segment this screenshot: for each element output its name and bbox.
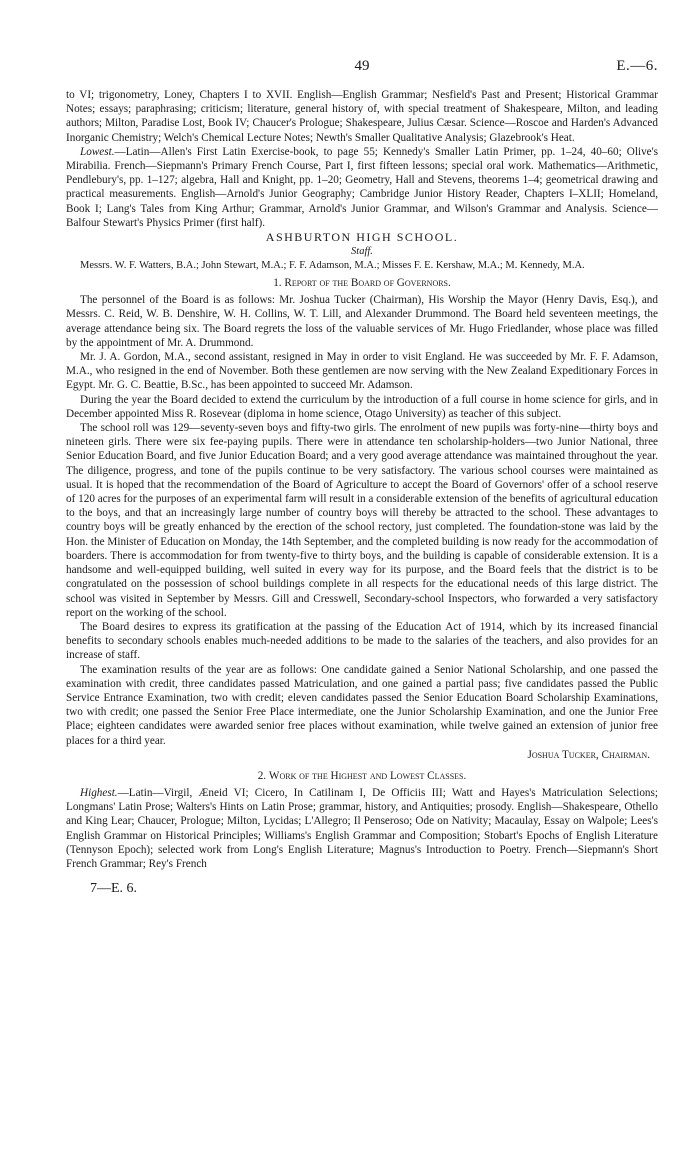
paragraph-curriculum: During the year the Board decided to extend the curriculum by the introduction of a full course in home science for girls, and in December appointed Miss R. Rosevear (diploma in home science, Otago University) as teacher of this subject. (66, 393, 658, 420)
lowest-label: Lowest. (80, 145, 115, 158)
paragraph-staff-changes: Mr. J. A. Gordon, M.A., second assistant, resigned in May in order to visit England. He was succeeded by Mr. F. F. Adamson, M.A., who resigned in the end of November. Both these gentlemen are now serving with the New Zealand Expeditionary Forces in Egypt. Mr. G. C. Beattie, B.Sc., has been appointed to succeed Mr. Adamson. (66, 351, 658, 392)
section-heading-1 (66, 275, 658, 291)
document-page (66, 58, 658, 897)
paragraph-lowest-class (66, 145, 658, 230)
staff-heading: Staff. (351, 246, 373, 258)
document-reference: E.—6. (616, 58, 658, 74)
paragraph-education-act: The Board desires to express its gratification at the passing of the Education Act of 1914, which by its increased financial benefits to secondary schools enables much-needed additions to be made to the salaries of the teachers, and also provides for an increase of staff. (66, 620, 658, 662)
page-header (66, 58, 658, 88)
paragraph-continued: to VI; trigonometry, Loney, Chapters I to XVII. English—English Grammar; Nesfield's Past and Present; Historical Grammar Notes; essays; paraphrasing; criticism; literature, general history of, with special treatment of Shakespeare, Milton, and leading authors; Milton, Paradise Lost, Book IV; Chaucer's Prologue; Shakespeare, Julius Cæsar. Science—Roscoe and Harden's Advanced Inorganic Chemistry; Welch's Chemical Lecture Notes; Newth's Smaller Qualitative Analysis; Glazebrook's Heat. (66, 89, 658, 144)
paragraph-board: The personnel of the Board is as follows: Mr. Joshua Tucker (Chairman), His Worship the Mayor (Henry Davis, Esq.), and Messrs. C. Reid, W. B. Denshire, W. H. Collins, W. T. Lill, and Alexander Drummond. The Board held seventeen meetings, the average attendance being six. The Board regrets the loss of the valuable services of Mr. Hugo Friedlander, whose place was filled by the appointment of Mr. A. Drummond. (66, 294, 658, 349)
section-title-1: Report of the Board of Governors. (284, 277, 451, 290)
staff-list: Messrs. W. F. Watters, B.A.; John Stewart, M.A.; F. F. Adamson, M.A.; Misses F. E. Kershaw, M.A.; M. Kennedy, M.A. (80, 260, 585, 272)
section-number-1: 1. (273, 277, 282, 290)
lowest-text: —Latin—Allen's First Latin Exercise-book, to page 55; Kennedy's Smaller Latin Primer, pp. 1–24, 40–60; Olive's Mirabilia. French—Siepmann's Primary French Course, Part I, first fifteen lessons; special oral work. Mathematics—Arithmetic, Pendlebury's, pp. 1–127; algebra, Hall and Knight, pp. 1–20; Geometry, Hall and Stevens, theorems 1–4; geometrical drawing and practical measurements. English—Arnold's Junior Geography; Cambridge Junior History Reader, Chapters I–XLII; Homeland, Book I; Lang's Tales from King Arthur; Grammar, Arnold's Junior Grammar, and Wilson's Grammar and Analysis. Science—Balfour Stewart's Physics Primer (first half). (66, 145, 658, 229)
school-title: ASHBURTON HIGH SCHOOL. (265, 230, 459, 245)
paragraph-school-roll: The school roll was 129—seventy-seven boys and fifty-two girls. The enrolment of new pupils was forty-nine—thirty boys and nineteen girls. There were six fee-paying pupils. There were in attendance ten scholarship-holders—two Junior National, three Senior Education Board, and five Junior Education Board; and a very good average attendance was maintained throughout the year. The diligence, progress, and tone of the pupils continue to be very satisfactory. The various school courses were maintained as usual. It is hoped that the recommendation of the Board of Agriculture to accept the Board of Governors' offer of a school reserve of 120 acres for the purposes of an experimental farm will result in a considerable extension of the benefits of agricultural education to the boys, and that an increasingly large number of country boys will thereby be attracted to the school. These advantages to country boys will be greatly enhanced by the erection of the school rectory, just completed. The foundation-stone was laid by the Hon. the Minister of Education on Monday, the 14th September, and the completed building is now ready for the accommodation of boarders. There is accommodation for from twenty-five to thirty boys, and the building is capable of considerable extension. It is a handsome and well-equipped building, well suited in every way for its purpose, and the Board feels that the district is to be congratulated on the possession of school buildings complete in all respects for the educational needs of this large district. The school was visited in September by Messrs. Gill and Cresswell, Secondary-school Inspectors, who forwarded a very satisfactory report on the working of the school. (66, 422, 658, 619)
signature-mark: 7—E. 6. (90, 881, 138, 897)
section-number-2: 2. (257, 769, 267, 782)
highest-text: —Latin—Virgil, Æneid VI; Cicero, In Catilinam I, De Officiis III; Watt and Hayes's Matriculation Selections; Longmans' Latin Prose; Walters's Hints on Latin Prose; grammar, history, and Antiquities; prosody. English—Shakespeare, Othello and King Lear; Chaucer, Prologue; Milton, Lycidas; L'Allegro; Il Penseroso; Ode on Nativity; Macaulay, Essay on Walpole; Lees's English Grammar on Historical Principles; Williams's English Grammar and Composition; Stobart's Epochs of English Literature (Tennyson Epoch); selected work from Long's English Literature; Magnus's Introduction to Poetry. French—Siepmann's Short French Grammar; Rey's French (66, 786, 658, 870)
highest-label: Highest. (80, 786, 118, 799)
paragraph-examination: The examination results of the year are as follows: One candidate gained a Senior National Scholarship, and one passed the examination with credit, three candidates passed Matriculation, and one gained a partial pass; five candidates passed the Public Service Entrance Examination, two with credit; eleven candidates passed the Senior Education Board Scholarship Examinations, two with credit; one passed the Senior Free Place intermediate, one the Junior Scholarship Examination, and one the Junior Free Place; eighteen candidates were awarded senior free places without examination, while twelve gained an extension of junior free places for a third year. (66, 663, 658, 747)
page-number: 49 (354, 58, 370, 74)
section-heading-2 (66, 768, 658, 784)
paragraph-highest-class (66, 786, 658, 871)
section-title-2: Work of the Highest and Lowest Classes. (268, 769, 467, 782)
chairman-signature: Joshua Tucker, Chairman. (527, 748, 650, 761)
